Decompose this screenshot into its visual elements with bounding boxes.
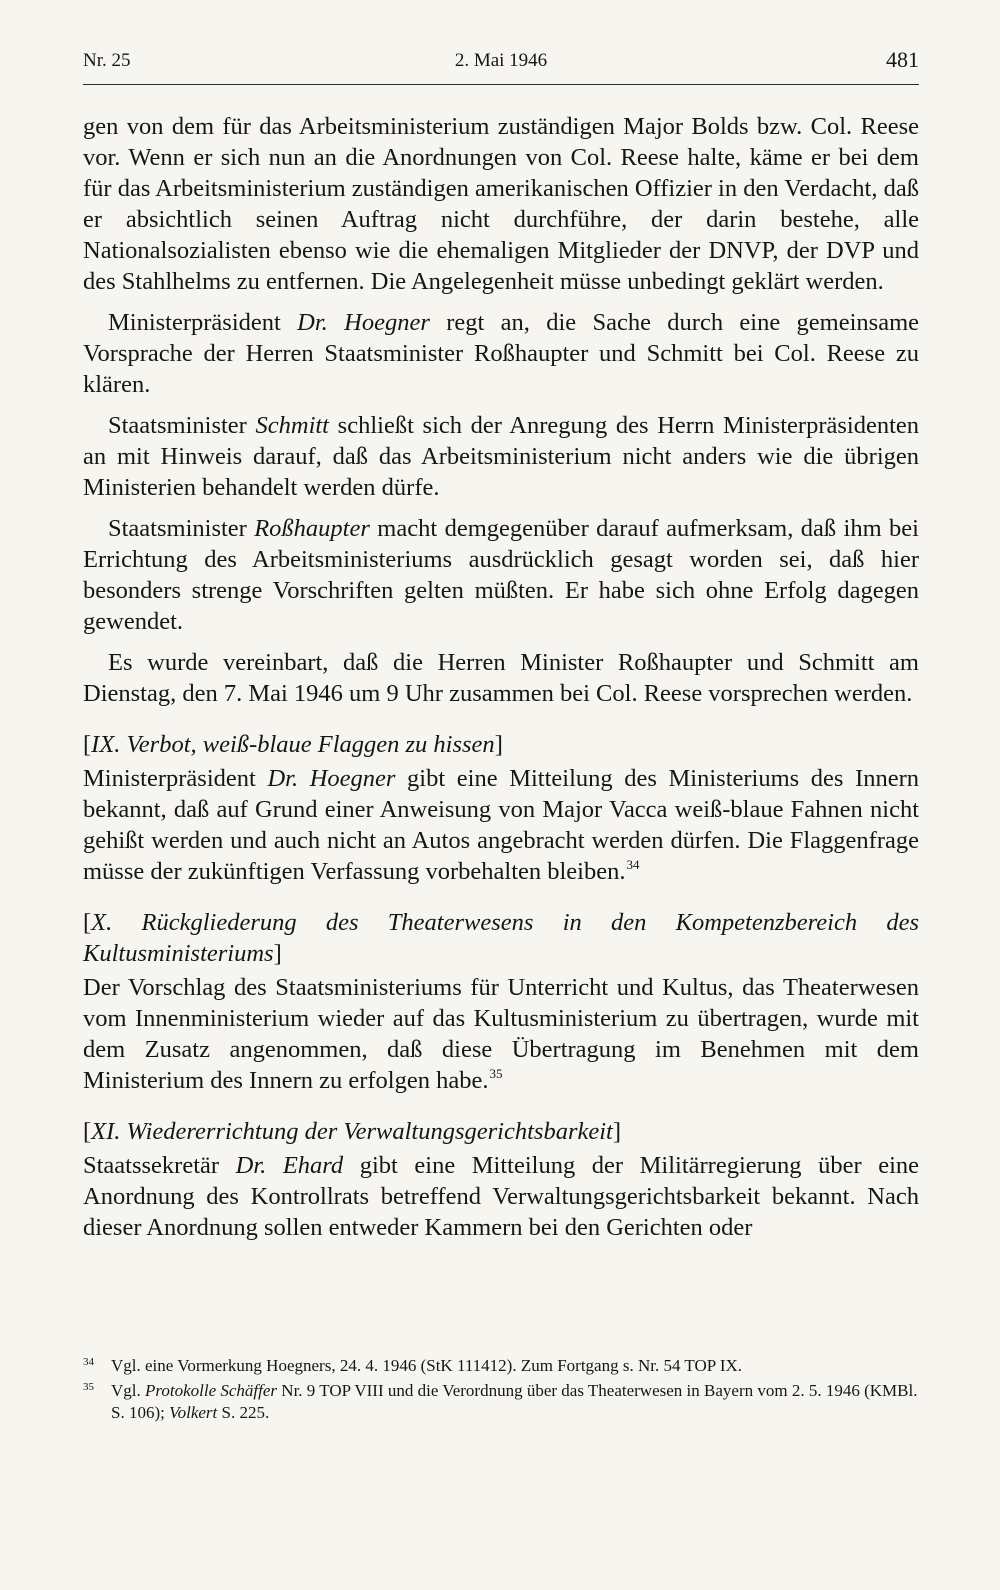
footnote-34 (83, 1355, 919, 1377)
section-heading-ix: [IX. Verbot, weiß-blaue Flaggen zu hissen] (83, 731, 503, 758)
text-run: gibt eine Mitteilung des Ministeriums des Innern bekannt, daß auf Grund einer Anweisung von Major Vacca weiß-blaue Fahnen nicht gehißt werden und auch nicht an Autos angebracht werden dürfen. Die Flaggenfrage müsse der zukünftigen Verfassung vorbehalten bleiben. (83, 765, 920, 885)
speaker-name: Schmitt (255, 412, 329, 439)
header-date: 2. Mai 1946 (454, 50, 548, 71)
heading-text: XI. Wiedererrichtung der Verwaltungsgerichtsbarkeit (91, 1118, 613, 1145)
text-run: Staatsminister (108, 412, 256, 439)
text-run: schließt sich der Anregung des Herrn Ministerpräsidenten an mit Hinweis darauf, daß das Arbeitsministerium nicht anders wie die übrigen Ministerien behandelt werden dürfe. (83, 412, 919, 501)
footnote-text: Vgl. eine Vormerkung Hoegners, 24. 4. 1946 (StK 111412). Zum Fortgang s. Nr. 54 TOP IX. (111, 1356, 743, 1375)
footnote-ref[interactable]: 34 (626, 857, 640, 872)
paragraph (83, 410, 919, 503)
paragraph: Es wurde vereinbart, daß die Herren Minister Roßhaupter und Schmitt am Dienstag, den 7. Mai 1946 um 9 Uhr zusammen bei Col. Reese vorsprechen werden. (83, 649, 919, 707)
paragraph (83, 763, 919, 887)
speaker-name: Dr. Hoegner (267, 765, 396, 792)
paragraph (83, 972, 919, 1096)
text-run: Ministerpräsident (108, 309, 298, 336)
text-run: Vgl. (111, 1381, 145, 1400)
text-run: macht demgegenüber darauf aufmerksam, daß ihm bei Errichtung des Arbeitsministeriums ausdrücklich gesagt worden sei, daß hier besonders strenge Vorschriften gelten müßten. Er habe sich ohne Erfolg dagegen gewendet. (83, 515, 919, 635)
footnote-ref[interactable]: 35 (489, 1066, 503, 1081)
section-heading-x: [X. Rückgliederung des Theaterwesens in den Kompetenzbereich des Kultusministeriums] (83, 909, 919, 967)
page-number: 481 (886, 47, 919, 72)
text-run: regt an, die Sache durch eine gemeinsame Vorsprache der Herren Staatsminister Roßhaupter und Schmitt bei Col. Reese zu klären. (83, 309, 920, 398)
running-header (83, 44, 919, 85)
footnote-35 (83, 1380, 919, 1424)
text-run: Staatssekretär (83, 1152, 236, 1179)
cited-author: Volkert (169, 1403, 218, 1422)
paragraph: gen von dem für das Arbeitsministerium zuständigen Major Bolds bzw. Col. Reese vor. Wenn er sich nun an die Anordnungen von Col. Reese halte, käme er bei dem für das Arbeitsministerium zuständigen amerikanischen Offizier in den Verdacht, daß er absichtlich seinen Auftrag nicht durchführe, der darin bestehe, alle Nationalsozialisten ebenso wie die ehemaligen Mitglieder der DNVP, der DVP und des Stahlhelms zu entfernen. Die Angelegenheit müsse unbedingt geklärt werden. (83, 113, 919, 295)
speaker-name: Dr. Ehard (235, 1152, 344, 1179)
text-run: Nr. 9 TOP VIII und die Verordnung über das Theaterwesen in Bayern vom 2. 5. 1946 (KMBl. S. 106); (111, 1381, 918, 1422)
section-heading-xi: [XI. Wiedererrichtung der Verwaltungsgerichtsbarkeit] (83, 1118, 622, 1145)
cited-work: Protokolle Schäffer (145, 1381, 278, 1400)
text-run: Der Vorschlag des Staatsministeriums für Unterricht und Kultus, das Theaterwesen vom Innenministerium wieder auf das Kultusministerium zu übertragen, wurde mit dem Zusatz angenommen, daß diese Übertragung im Benehmen mit dem Ministerium des Innern zu erfolgen habe. (83, 974, 919, 1094)
paragraph (83, 307, 919, 400)
heading-text: IX. Verbot, weiß-blaue Flaggen zu hissen (91, 731, 495, 758)
text-run: S. 225. (217, 1403, 270, 1422)
footnotes (83, 1355, 919, 1427)
heading-text: X. Rückgliederung des Theaterwesens in den Kompetenzbereich des Kultusministeriums (83, 909, 919, 967)
speaker-name: Roßhaupter (254, 515, 370, 542)
text-run: gibt eine Mitteilung der Militärregierung über eine Anordnung des Kontrollrats betreffend Verwaltungsgerichtsbarkeit bekannt. Nach dieser Anordnung sollen entweder Kammern bei den Gerichten oder (83, 1152, 919, 1241)
paragraph (83, 513, 919, 637)
text-run: Staatsminister (108, 515, 255, 542)
footnote-number: 34 (83, 1356, 94, 1368)
paragraph (83, 1150, 919, 1243)
speaker-name: Dr. Hoegner (297, 309, 430, 336)
body-text (83, 111, 919, 1243)
text-run: Ministerpräsident (83, 765, 268, 792)
issue-number: Nr. 25 (83, 50, 131, 71)
footnote-number: 35 (83, 1381, 94, 1393)
